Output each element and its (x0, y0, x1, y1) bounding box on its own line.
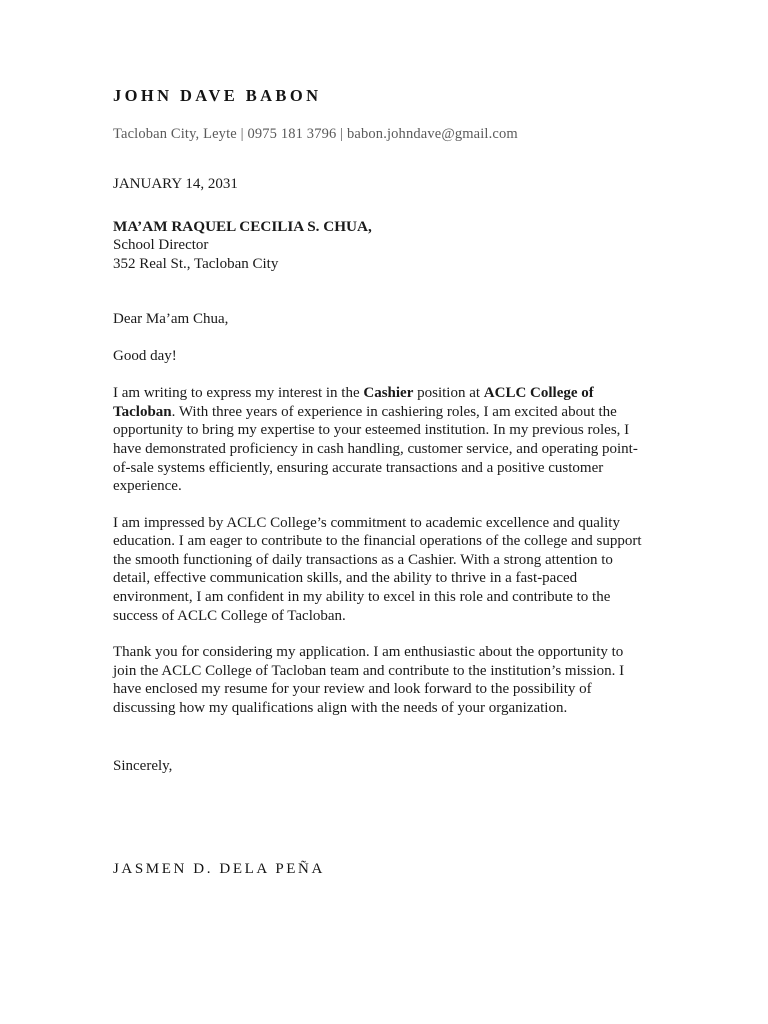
recipient-block (113, 217, 650, 274)
letter-date: JANUARY 14, 2031 (113, 175, 238, 192)
sender-name: JOHN DAVE BABON (113, 86, 322, 105)
p1-text-between: position at (413, 385, 484, 402)
salutation: Dear Ma’am Chua, (113, 311, 229, 328)
p1-company-emphasis: ACLC College of Tacloban (113, 385, 594, 420)
letter-content (113, 0, 650, 878)
p1-text-before-role: I am writing to express my interest in the (113, 385, 364, 402)
greeting: Good day! (113, 348, 177, 365)
body-paragraph-2: I am impressed by ACLC College’s commitment to academic excellence and quality education. I am eager to contribute to the financial operations of the college and support the smooth functioning of daily transactions as a Cashier. With a strong attention to detail, effective communication skills, and the ability to thrive in a fast-paced environment, I am confident in my ability to excel in this role and contribute to the success of ACLC College of Tacloban. (113, 514, 642, 624)
p1-text-after: . With three years of experience in cashiering roles, I am excited about the opportunity to bring my expertise to your esteemed institution. In my previous roles, I have demonstrated proficiency in cash handling, customer service, and operating point-of-sale systems efficiently, ensuring accurate transactions and a positive customer experience. (113, 403, 638, 495)
p1-role-emphasis: Cashier (363, 385, 414, 402)
recipient-title: School Director (113, 237, 209, 254)
letterhead (113, 0, 650, 144)
sender-contact-line: Tacloban City, Leyte | 0975 181 3796 | babon.johndave@gmail.com (113, 125, 518, 142)
body-paragraph-1 (113, 384, 650, 496)
recipient-name: MA’AM RAQUEL CECILIA S. CHUA, (113, 218, 372, 236)
closing-salutation: Sincerely, (113, 757, 173, 774)
recipient-address: 352 Real St., Tacloban City (113, 256, 279, 273)
signature-name: JASMEN D. DELA PEÑA (113, 860, 325, 877)
body-paragraph-3: Thank you for considering my application. I am enthusiastic about the opportunity to join the ACLC College of Tacloban team and contribute to the institution’s mission. I have enclosed my resume for your review and look forward to the possibility of discussing how my qualifications align with the needs of your organization. (113, 644, 625, 717)
